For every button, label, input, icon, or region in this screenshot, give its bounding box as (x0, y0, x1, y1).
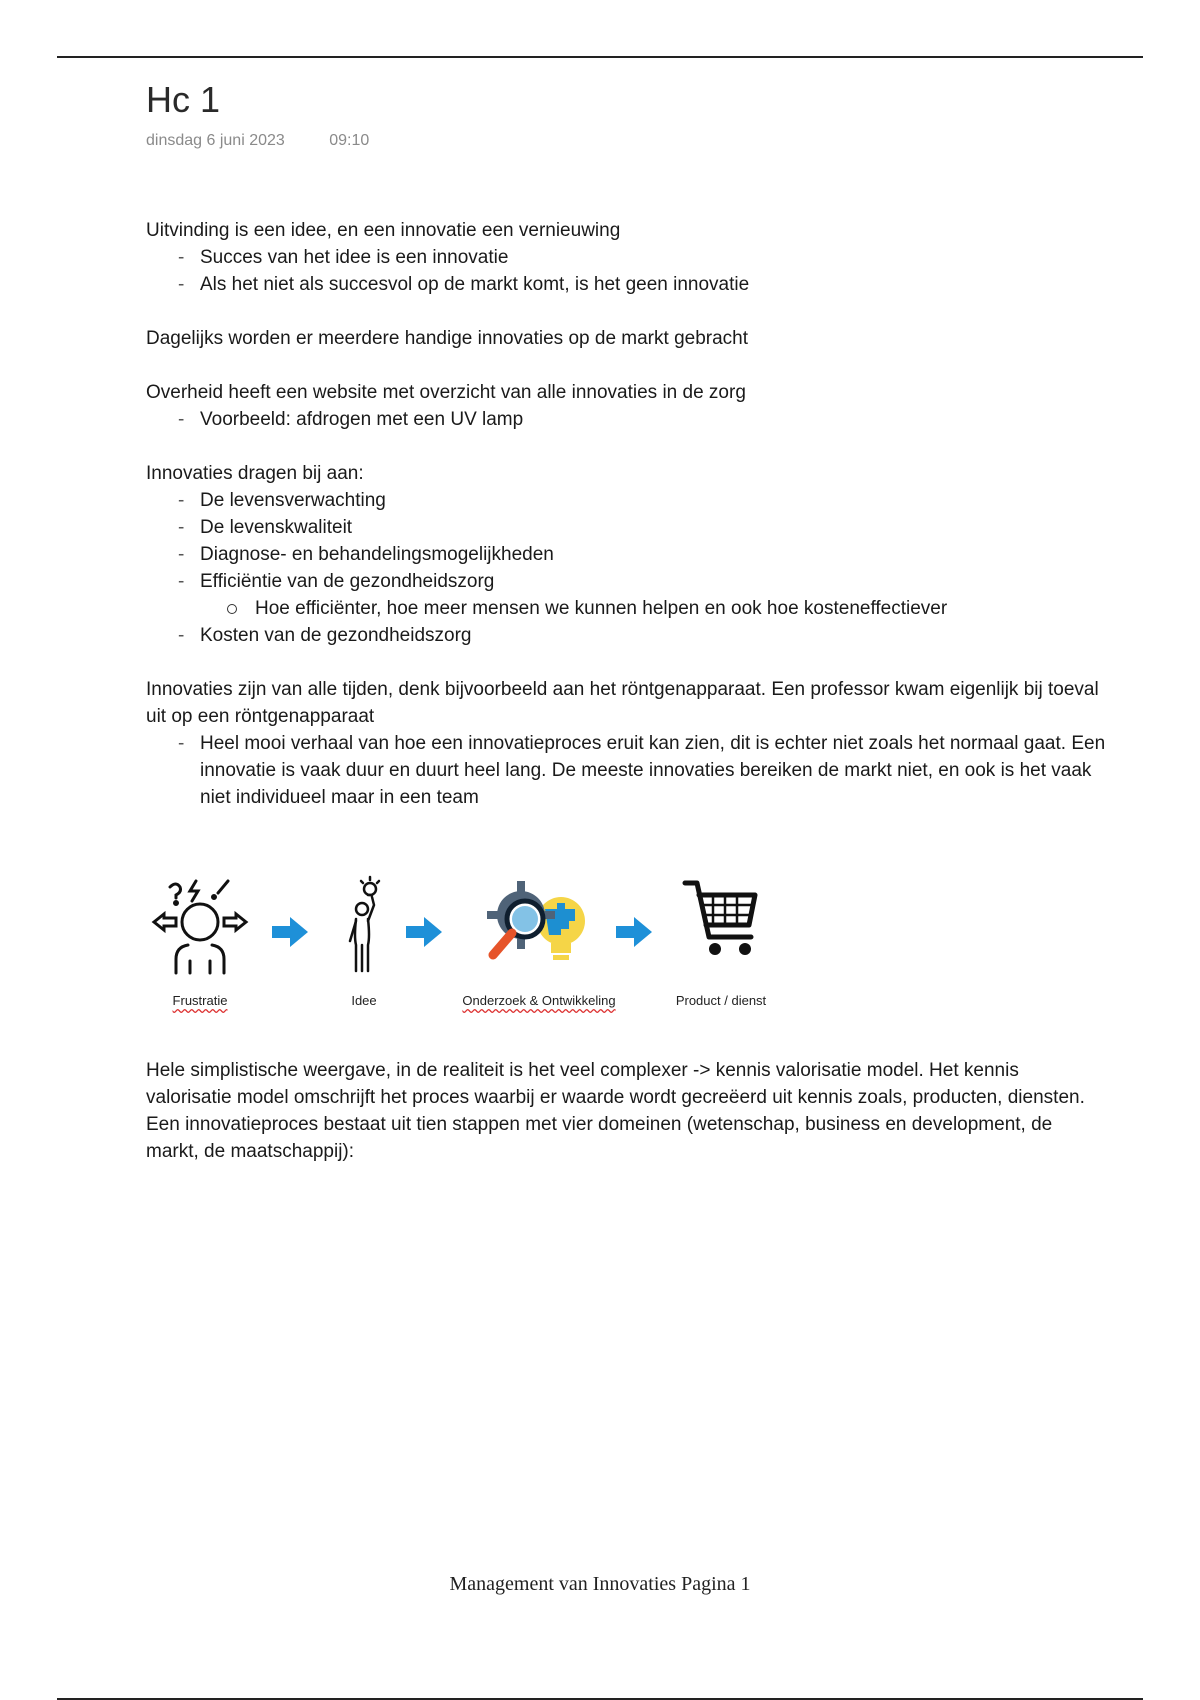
note-time: 09:10 (329, 132, 370, 149)
arrow-right-icon (404, 915, 444, 949)
note-date: dinsdag 6 juni 2023 (146, 132, 285, 149)
step-label: Idee (351, 993, 377, 1008)
step-research-development (454, 875, 624, 1014)
note-body[interactable] (146, 217, 1106, 1165)
paragraph: Uitvinding is een idee, en een innovatie een vernieuwing (146, 220, 621, 241)
page-title: Hc 1 (146, 79, 221, 120)
shopping-cart-icon (681, 875, 761, 975)
innovation-process-diagram (146, 875, 1106, 1045)
step-label: Frustratie (172, 993, 228, 1008)
paragraph: Hele simplistische weergave, in de realiteit is het veel complexer -> kennis valorisatie model. Het kennis valorisatie model omschrijft het proces waarbij er waarde wordt gecreëerd uit kennis zoals, producten, diensten. Een innovatieproces bestaat uit tien stappen met vier domeinen (wetenschap, business en development, de markt, de maatschappij): (146, 1060, 1085, 1162)
lightbulb-person-icon (334, 875, 394, 975)
list-item: - Heel mooi verhaal van hoe een innovatieproces eruit kan zien, dit is echter niet zoals het normaal gaat. Een innovatie is vaak duur en duurt heel lang. De meeste innovaties bereiken de markt niet, en ook is het vaak niet individueel maar in een team (200, 730, 1106, 811)
step-frustration (146, 875, 254, 1014)
paragraph: Overheid heeft een website met overzicht van alle innovaties in de zorg (146, 382, 746, 403)
list-item: - Succes van het idee is een innovatie (200, 244, 1106, 271)
note-page (146, 70, 1106, 1165)
list-item: - Diagnose- en behandelingsmogelijkheden (200, 541, 1106, 568)
note-meta (146, 132, 1106, 150)
step-idea (334, 875, 394, 1014)
research-gear-magnifier-icon (479, 875, 599, 975)
arrow-right-icon (270, 915, 310, 949)
list-item: - De levenskwaliteit (200, 514, 1106, 541)
paragraph: Dagelijks worden er meerdere handige innovaties op de markt gebracht (146, 328, 749, 349)
bullet-list (146, 244, 1106, 298)
step-label: Product / dienst (675, 993, 767, 1008)
step-label: Onderzoek & Ontwikkeling (462, 993, 616, 1008)
bullet-list (146, 730, 1106, 811)
sub-bullet-list (200, 595, 1106, 622)
bullet-list (146, 406, 1106, 433)
frustrated-person-icon (150, 875, 250, 975)
list-item: - Voorbeeld: afdrogen met een UV lamp (200, 406, 1106, 433)
list-item: - Kosten van de gezondheidszorg (200, 622, 1106, 649)
arrow-right-icon (614, 915, 654, 949)
page-footer: Management van Innovaties Pagina 1 (449, 1573, 751, 1595)
paragraph: Innovaties zijn van alle tijden, denk bijvoorbeeld aan het röntgenapparaat. Een professor kwam eigenlijk bij toeval uit op een röntgenapparaat (146, 679, 1099, 727)
paragraph: Innovaties dragen bij aan: (146, 463, 364, 484)
list-item (200, 568, 1106, 622)
step-product-service (666, 875, 776, 1014)
page-top-rule (57, 56, 1143, 58)
list-item-text: Efficiëntie van de gezondheidszorg (200, 571, 495, 592)
list-item: - Als het niet als succesvol op de markt komt, is het geen innovatie (200, 271, 1106, 298)
sub-list-item: Hoe efficiënter, hoe meer mensen we kunnen helpen en ook hoe kosteneffectiever (255, 595, 1106, 622)
list-item: - De levensverwachting (200, 487, 1106, 514)
bullet-list (146, 487, 1106, 649)
